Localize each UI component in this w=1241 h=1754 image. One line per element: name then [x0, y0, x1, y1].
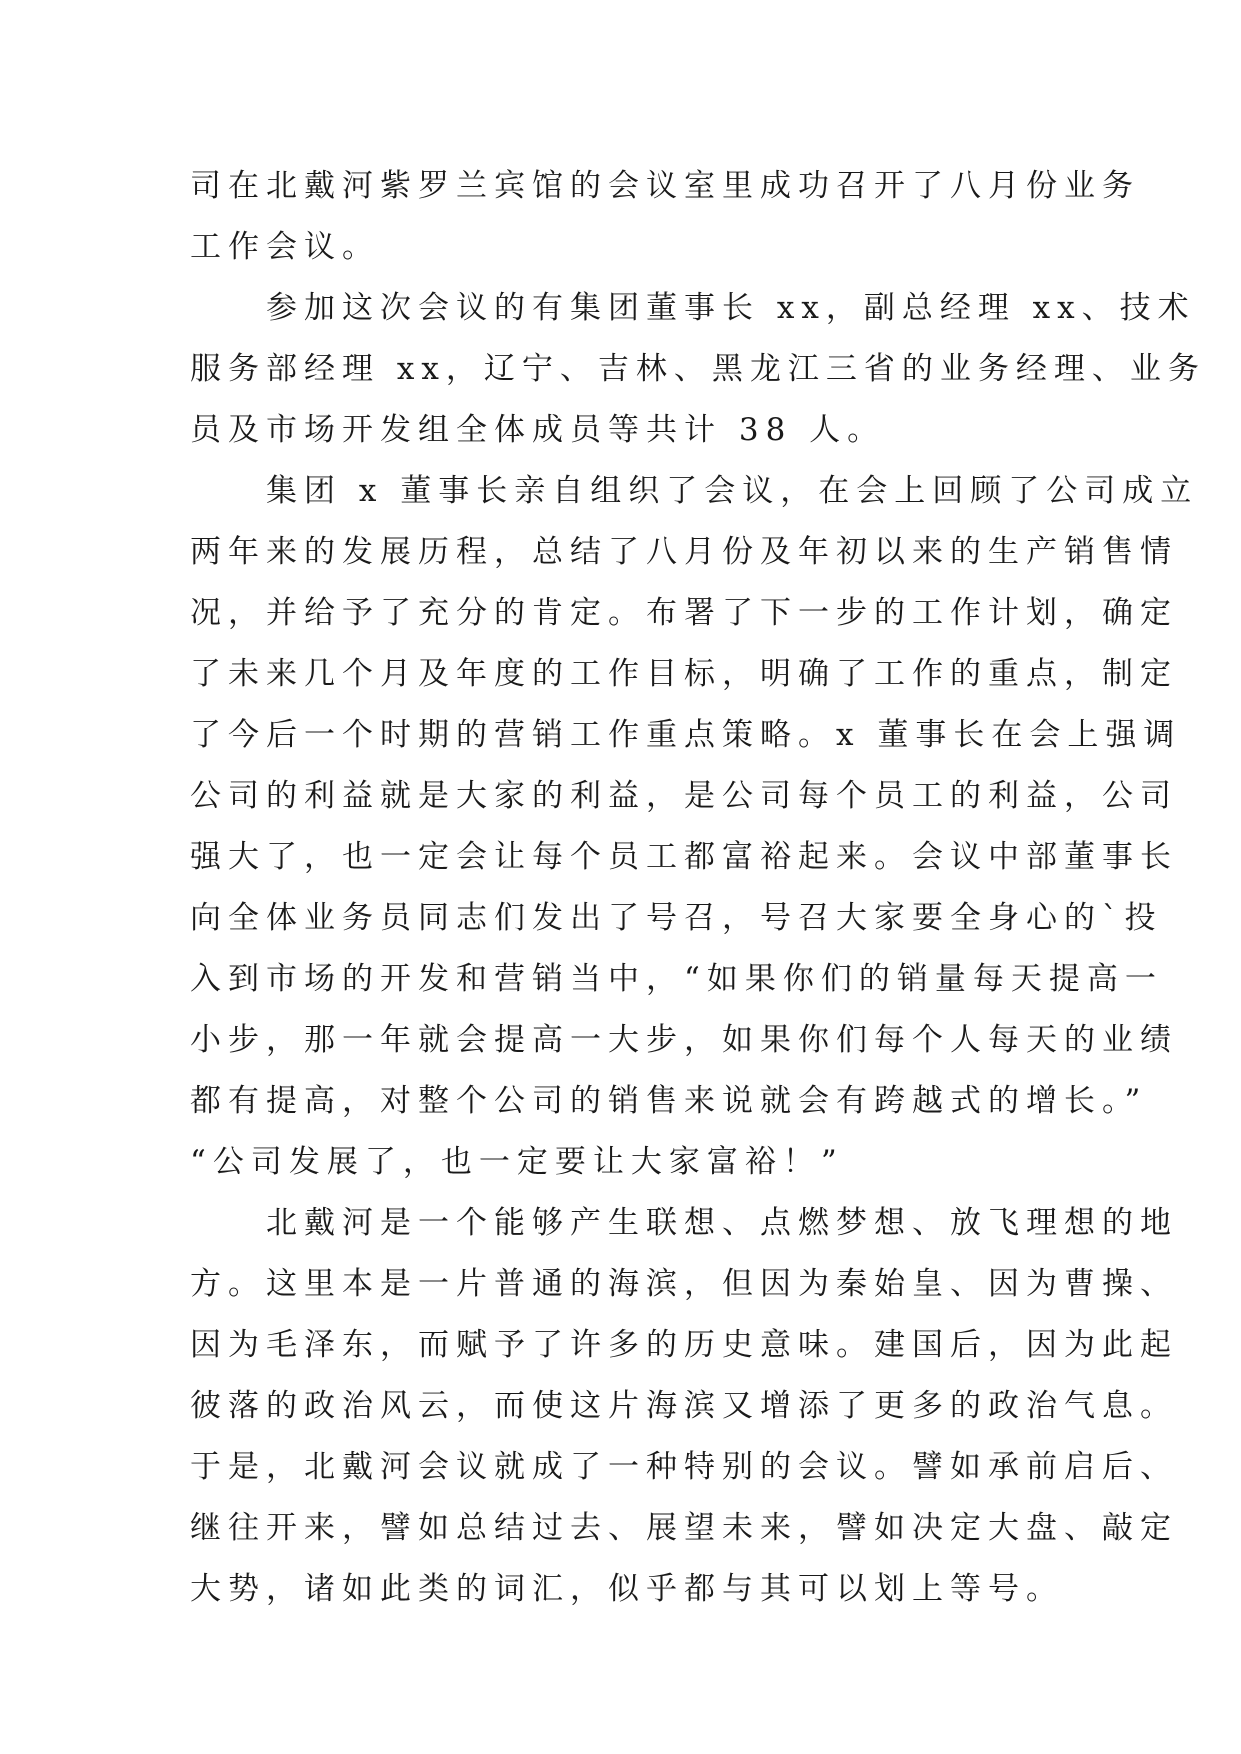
text-line: 集团 x 董事长亲自组织了会议，在会上回顾了公司成立 [190, 473, 1199, 509]
text-line: 公司的利益就是大家的利益，是公司每个员工的利益，公司 [190, 778, 1178, 814]
text-line: 况，并给予了充分的肯定。布署了下一步的工作计划，确定 [190, 595, 1178, 631]
text-line: 大势，诸如此类的词汇，似乎都与其可以划上等号。 [190, 1571, 1064, 1607]
text-line: 因为毛泽东，而赋予了许多的历史意味。建国后，因为此起 [190, 1327, 1178, 1363]
text-line: 两年来的发展历程，总结了八月份及年初以来的生产销售情 [190, 534, 1178, 570]
text-line: 强大了，也一定会让每个员工都富裕起来。会议中部董事长 [190, 839, 1178, 875]
text-line: 司在北戴河紫罗兰宾馆的会议室里成功召开了八月份业务 [190, 168, 1140, 204]
text-line: 向全体业务员同志们发出了号召，号召大家要全身心的`投 [190, 900, 1163, 936]
text-line: 了今后一个时期的营销工作重点策略。x 董事长在会上强调 [190, 717, 1182, 753]
text-line: 于是，北戴河会议就成了一种特别的会议。譬如承前启后、 [190, 1449, 1178, 1485]
text-line: 彼落的政治风云，而使这片海滨又增添了更多的政治气息。 [190, 1388, 1178, 1424]
text-line: 员及市场开发组全体成员等共计 38 人。 [190, 412, 886, 448]
text-line: 继往开来，譬如总结过去、展望未来，譬如决定大盘、敲定 [190, 1510, 1178, 1546]
text-line: 小步，那一年就会提高一大步，如果你们每个人每天的业绩 [190, 1022, 1178, 1058]
text-line: “公司发展了，也一定要让大家富裕！” [190, 1144, 844, 1180]
text-line: 北戴河是一个能够产生联想、点燃梦想、放飞理想的地 [190, 1205, 1178, 1241]
text-line: 入到市场的开发和营销当中，“如果你们的销量每天提高一 [190, 961, 1163, 997]
text-line: 方。这里本是一片普通的海滨，但因为秦始皇、因为曹操、 [190, 1266, 1178, 1302]
text-line: 都有提高，对整个公司的销售来说就会有跨越式的增长。” [190, 1083, 1148, 1119]
document-page [190, 156, 1206, 1620]
text-line: 参加这次会议的有集团董事长 xx，副总经理 xx、技术 [190, 290, 1196, 326]
text-line: 服务部经理 xx，辽宁、吉林、黑龙江三省的业务经理、业务 [190, 351, 1206, 387]
text-line: 工作会议。 [190, 229, 380, 265]
text-line: 了未来几个月及年度的工作目标，明确了工作的重点，制定 [190, 656, 1178, 692]
